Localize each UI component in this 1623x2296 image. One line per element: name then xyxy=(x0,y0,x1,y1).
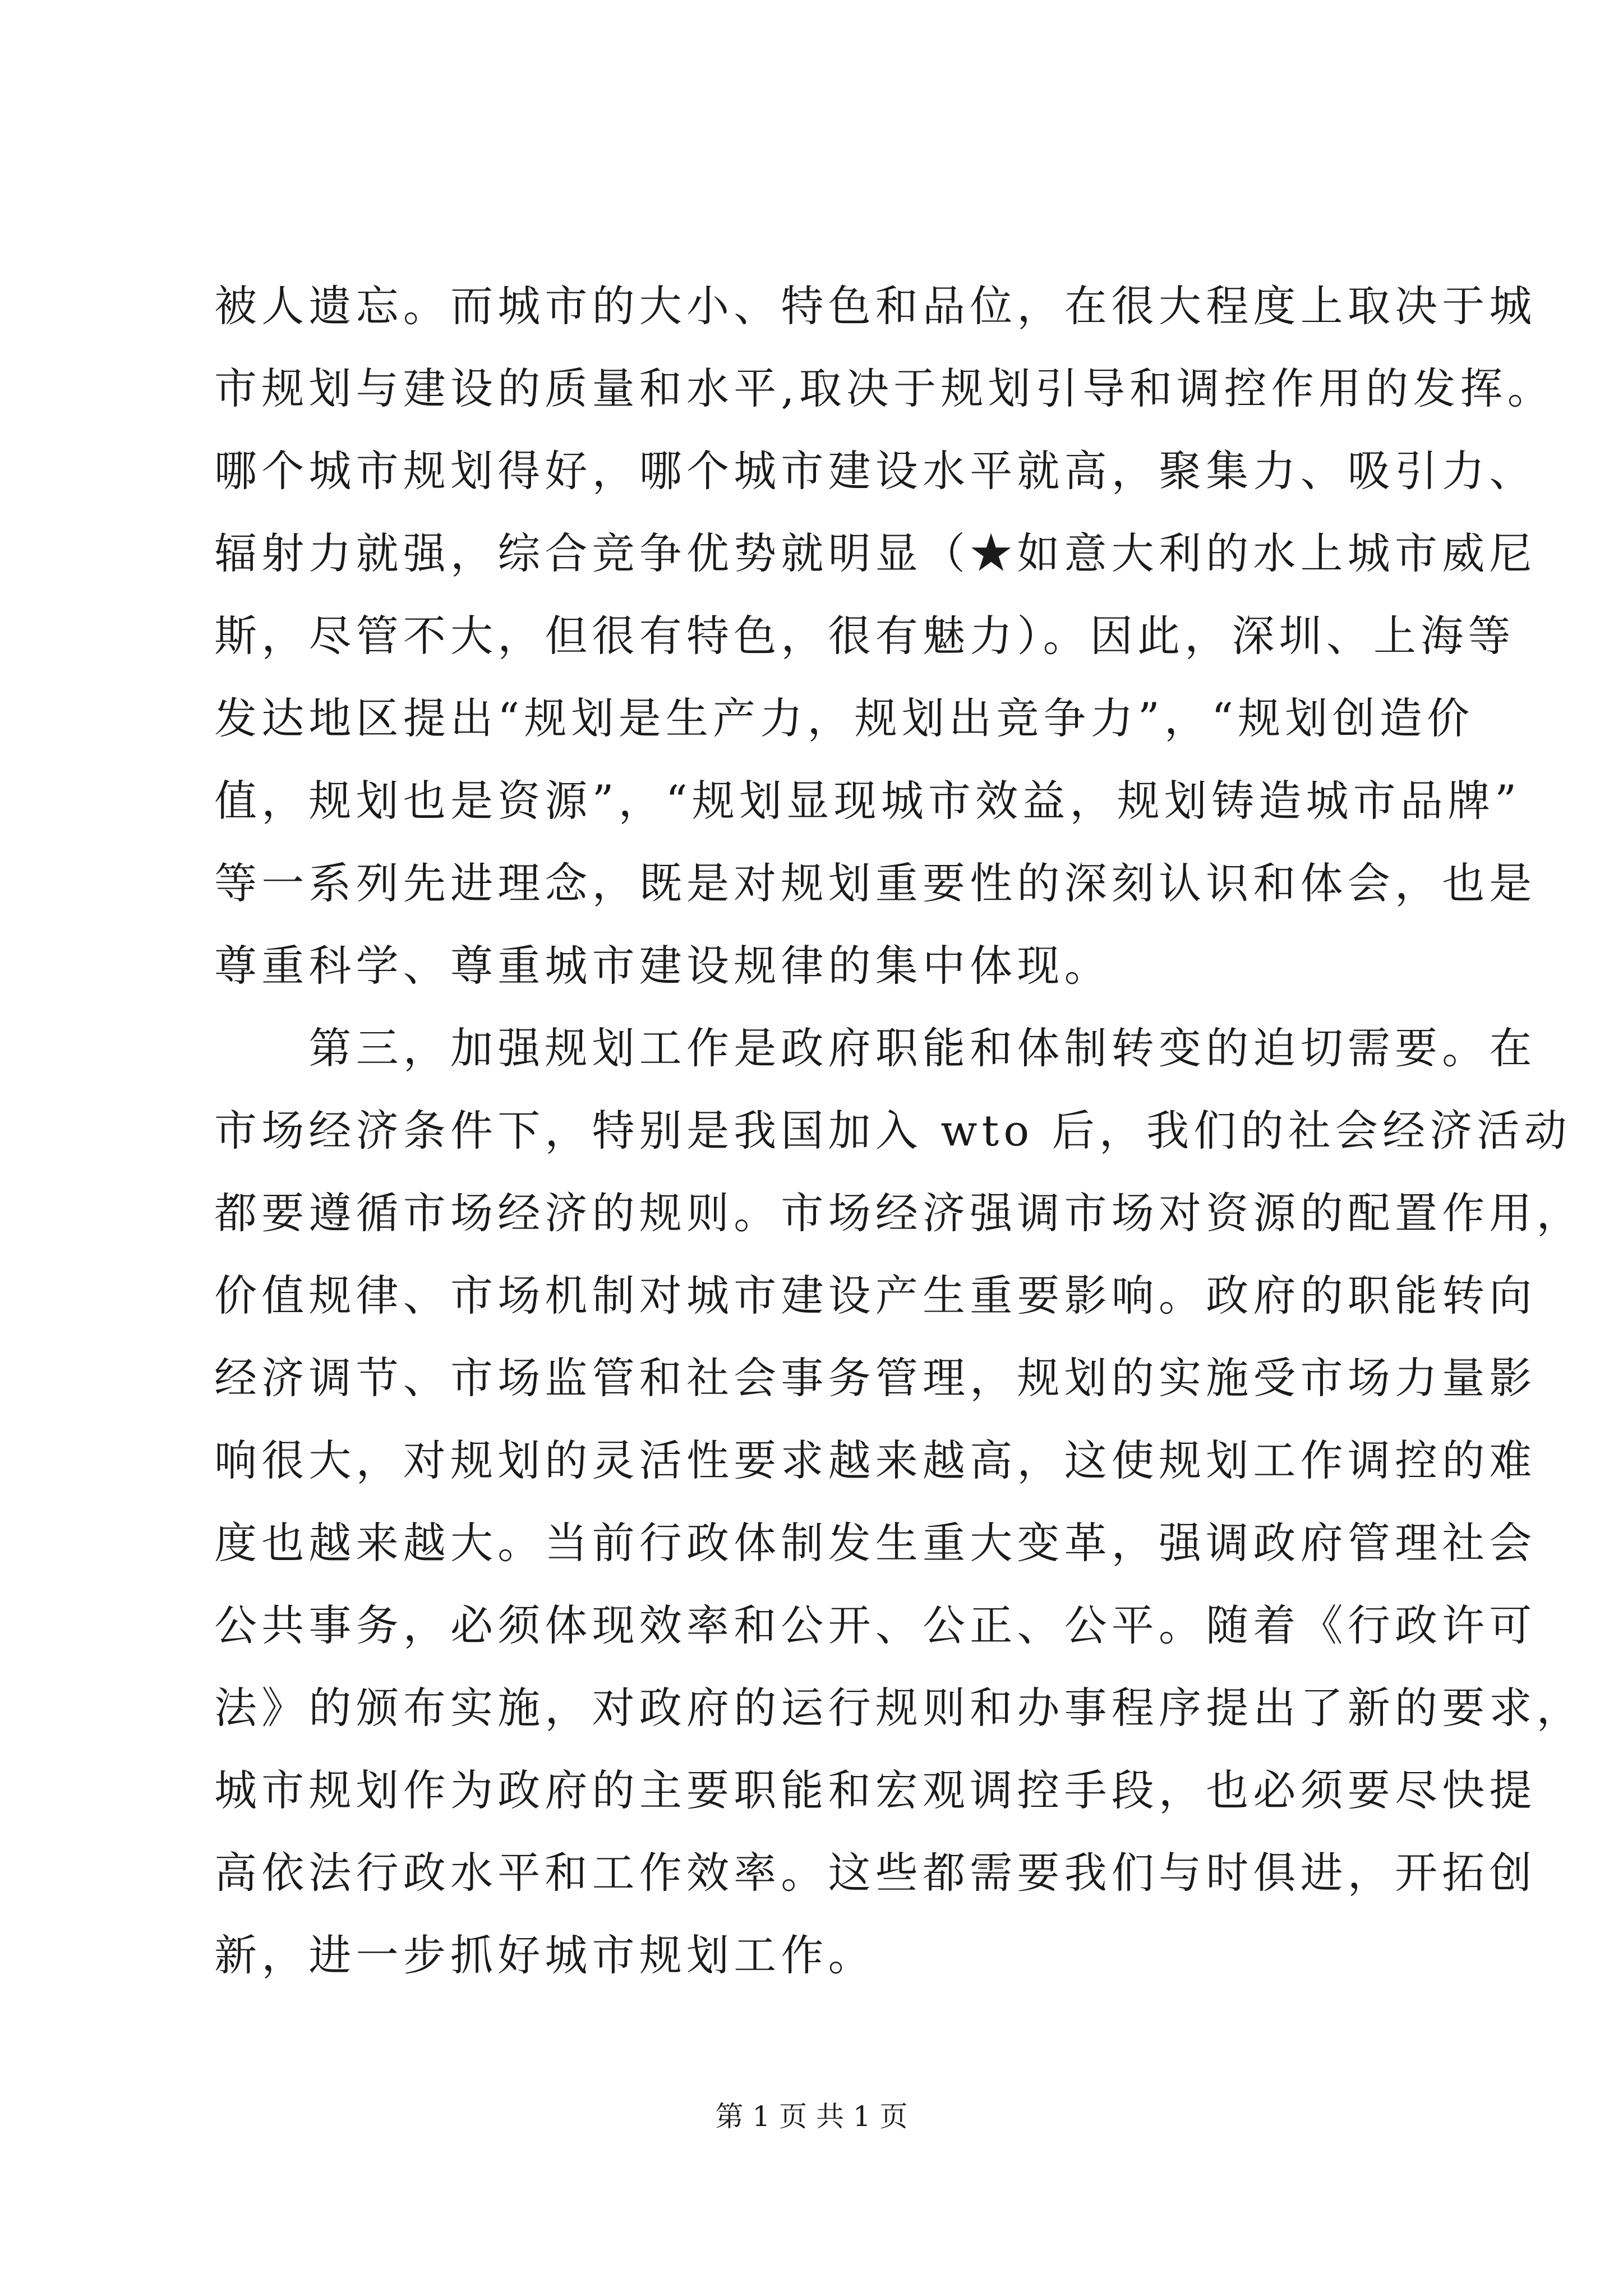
text-line: 辐射力就强，综合竞争优势就明显（★如意大利的水上城市威尼 xyxy=(214,528,1537,578)
text-line: 等一系列先进理念，既是对规划重要性的深刻认识和体会，也是 xyxy=(214,858,1537,908)
text-line: 法》的颁布实施，对政府的运行规则和办事程序提出了新的要求， xyxy=(214,1683,1584,1733)
document-body xyxy=(214,265,1584,1996)
text-line: 度也越来越大。当前行政体制发生重大变革，强调政府管理社会 xyxy=(214,1518,1537,1568)
text-line: 市规划与建设的质量和水平,取决于规划引导和调控作用的发挥。 xyxy=(214,364,1555,413)
text-line: 新，进一步抓好城市规划工作。 xyxy=(214,1930,875,1980)
text-line: 响很大，对规划的灵活性要求越来越高，这使规划工作调控的难 xyxy=(214,1435,1537,1485)
text-line: 哪个城市规划得好，哪个城市建设水平就高，聚集力、吸引力、 xyxy=(214,446,1537,496)
text-line: 斯，尽管不大，但很有特色，很有魅力）。因此，深圳、上海等 xyxy=(214,611,1515,661)
text-line: 市场经济条件下，特别是我国加入 wto 后，我们的社会经济活动 xyxy=(214,1106,1571,1156)
text-line: 城市规划作为政府的主要职能和宏观调控手段，也必须要尽快提 xyxy=(214,1765,1537,1815)
text-line: 公共事务，必须体现效率和公开、公正、公平。随着《行政许可 xyxy=(214,1600,1537,1650)
page-footer: 第 1 页 共 1 页 xyxy=(715,2100,908,2133)
text-line: 值，规划也是资源”，“规划显现城市效益，规划铸造城市品牌” xyxy=(214,776,1521,826)
text-line: 都要遵循市场经济的规则。市场经济强调市场对资源的配置作用， xyxy=(214,1188,1584,1238)
text-line: 经济调节、市场监管和社会事务管理，规划的实施受市场力量影 xyxy=(214,1353,1537,1403)
text-line: 被人遗忘。而城市的大小、特色和品位，在很大程度上取决于城 xyxy=(214,281,1537,331)
text-line: 尊重科学、尊重城市建设规律的集中体现。 xyxy=(214,941,1112,991)
text-line: 发达地区提出“规划是生产力，规划出竞争力”，“规划创造价 xyxy=(214,693,1474,743)
text-line: 价值规律、市场机制对城市建设产生重要影响。政府的职能转向 xyxy=(214,1271,1537,1320)
paragraph-start-line: 第三，加强规划工作是政府职能和体制转变的迫切需要。在 xyxy=(214,1023,1537,1073)
text-line: 高依法行政水平和工作效率。这些都需要我们与时俱进，开拓创 xyxy=(214,1848,1537,1898)
